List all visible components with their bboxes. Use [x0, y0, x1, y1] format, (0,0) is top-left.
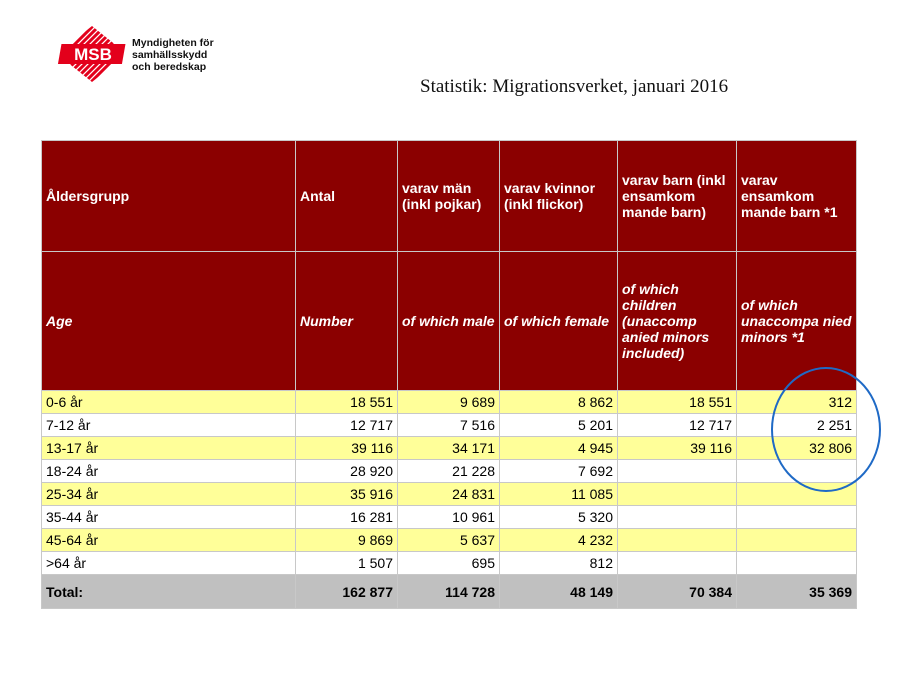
value-cell — [618, 529, 737, 552]
value-cell: 4 945 — [500, 437, 618, 460]
header-cell: Number — [296, 252, 398, 391]
total-value: 114 728 — [398, 575, 500, 609]
total-row — [42, 575, 857, 609]
total-value: 70 384 — [618, 575, 737, 609]
value-cell: 4 232 — [500, 529, 618, 552]
value-cell: 5 637 — [398, 529, 500, 552]
age-group-cell: 18-24 år — [42, 460, 296, 483]
header-cell: varav barn (inkl ensamkom mande barn) — [618, 141, 737, 252]
value-cell: 32 806 — [737, 437, 857, 460]
logo-text — [132, 37, 214, 73]
header-cell: Antal — [296, 141, 398, 252]
value-cell: 695 — [398, 552, 500, 575]
age-group-cell: 0-6 år — [42, 391, 296, 414]
header-cell: varav kvinnor (inkl flickor) — [500, 141, 618, 252]
value-cell: 16 281 — [296, 506, 398, 529]
header-row-english — [42, 252, 857, 391]
header-row-swedish — [42, 141, 857, 252]
value-cell: 34 171 — [398, 437, 500, 460]
age-group-cell: 25-34 år — [42, 483, 296, 506]
logo-line-2: samhällsskydd — [132, 49, 208, 61]
logo-line-1: Myndigheten för — [132, 37, 214, 49]
value-cell: 35 916 — [296, 483, 398, 506]
age-group-cell: 35-44 år — [42, 506, 296, 529]
logo-line-3: och beredskap — [132, 61, 207, 73]
value-cell: 2 251 — [737, 414, 857, 437]
value-cell — [618, 506, 737, 529]
value-cell: 21 228 — [398, 460, 500, 483]
value-cell — [737, 506, 857, 529]
value-cell: 39 116 — [296, 437, 398, 460]
header-cell: varav ensamkom mande barn *1 — [737, 141, 857, 252]
age-group-cell: 13-17 år — [42, 437, 296, 460]
table-row — [42, 414, 857, 437]
value-cell: 10 961 — [398, 506, 500, 529]
table-row — [42, 391, 857, 414]
value-cell: 18 551 — [296, 391, 398, 414]
value-cell: 18 551 — [618, 391, 737, 414]
value-cell — [618, 483, 737, 506]
total-label: Total: — [42, 575, 296, 609]
total-value: 162 877 — [296, 575, 398, 609]
table-row — [42, 437, 857, 460]
header-cell: of which unaccompa nied minors *1 — [737, 252, 857, 391]
logo-mark: MSB — [74, 45, 112, 64]
header-cell: of which male — [398, 252, 500, 391]
table-row — [42, 552, 857, 575]
value-cell: 9 689 — [398, 391, 500, 414]
page-title: Statistik: Migrationsverket, januari 2016 — [420, 76, 729, 97]
value-cell: 28 920 — [296, 460, 398, 483]
table-row — [42, 460, 857, 483]
highlight-circle — [771, 367, 881, 492]
value-cell: 312 — [737, 391, 857, 414]
age-group-cell: >64 år — [42, 552, 296, 575]
value-cell: 7 516 — [398, 414, 500, 437]
header-cell: varav män (inkl pojkar) — [398, 141, 500, 252]
header-cell: Age — [42, 252, 296, 391]
age-group-cell: 7-12 år — [42, 414, 296, 437]
total-value: 35 369 — [737, 575, 857, 609]
value-cell: 12 717 — [618, 414, 737, 437]
value-cell — [737, 529, 857, 552]
value-cell: 5 320 — [500, 506, 618, 529]
header-cell: of which female — [500, 252, 618, 391]
value-cell: 9 869 — [296, 529, 398, 552]
value-cell — [618, 552, 737, 575]
header-cell: Åldersgrupp — [42, 141, 296, 252]
table-row — [42, 483, 857, 506]
table-row — [42, 529, 857, 552]
value-cell: 5 201 — [500, 414, 618, 437]
value-cell: 12 717 — [296, 414, 398, 437]
header-cell: of which children (unaccomp anied minors included) — [618, 252, 737, 391]
statistics-table — [41, 140, 857, 609]
value-cell — [737, 552, 857, 575]
table-row — [42, 506, 857, 529]
value-cell: 1 507 — [296, 552, 398, 575]
value-cell: 39 116 — [618, 437, 737, 460]
value-cell: 24 831 — [398, 483, 500, 506]
age-group-cell: 45-64 år — [42, 529, 296, 552]
value-cell: 8 862 — [500, 391, 618, 414]
value-cell: 812 — [500, 552, 618, 575]
value-cell — [618, 460, 737, 483]
value-cell: 11 085 — [500, 483, 618, 506]
value-cell: 7 692 — [500, 460, 618, 483]
total-value: 48 149 — [500, 575, 618, 609]
